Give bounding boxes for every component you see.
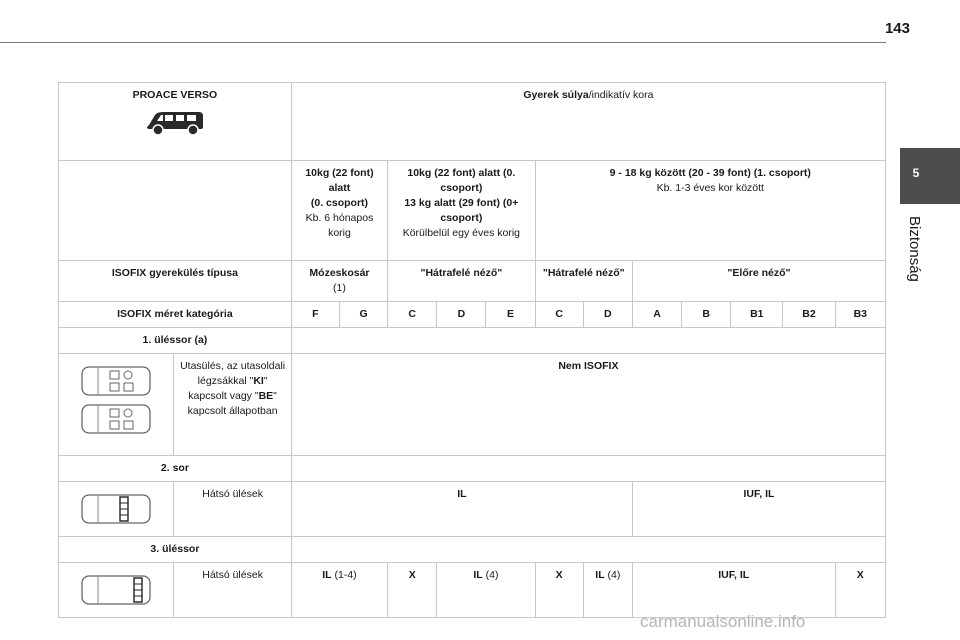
size-cat: D xyxy=(437,302,486,328)
value-note: (1-4) xyxy=(331,569,357,581)
van-icon xyxy=(143,107,207,137)
size-cat: E xyxy=(486,302,535,328)
second-row-description: Hátsó ülések xyxy=(174,482,291,537)
chapter-tab xyxy=(900,148,960,204)
size-cat: D xyxy=(583,302,632,328)
car-top-view-icon xyxy=(80,492,152,526)
section-row-front xyxy=(59,328,886,354)
table-header-row xyxy=(59,83,886,161)
group-0plus-age: Körülbelül egy éves korig xyxy=(402,227,521,239)
isofix-size-label: ISOFIX méret kategória xyxy=(59,302,292,328)
car-top-view-icon xyxy=(80,573,152,607)
third-row-value xyxy=(835,563,885,618)
front-desc-text: " kapcsolt állapotban xyxy=(187,390,278,417)
third-row-diagram-cell xyxy=(59,563,174,618)
isofix-type-bassinet: Mózeskosár xyxy=(309,267,370,279)
second-row xyxy=(59,482,886,537)
third-row-value xyxy=(291,563,387,618)
front-seat-diagram-cell xyxy=(59,354,174,456)
group-0plus-weight: 10kg (22 font) alatt (0. csoport) xyxy=(407,167,516,194)
group-1-weight: 9 - 18 kg között (20 - 39 font) (1. csoport) xyxy=(609,167,811,179)
size-cat: B xyxy=(682,302,731,328)
group-0-age: Kb. 6 hónapos korig xyxy=(305,212,374,239)
isofix-type-col1 xyxy=(291,261,387,302)
watermark: carmanualsonline.info xyxy=(640,612,806,631)
value-bold: IL xyxy=(595,569,605,581)
size-cat: B2 xyxy=(783,302,835,328)
third-row-value xyxy=(437,563,535,618)
section-label-second: 2. sor xyxy=(59,456,292,482)
isofix-type-col3: "Hátrafelé néző" xyxy=(535,261,632,302)
front-seat-description xyxy=(174,354,291,456)
third-row-value xyxy=(583,563,632,618)
third-row-value xyxy=(535,563,583,618)
isofix-type-label: ISOFIX gyerekülés típusa xyxy=(59,261,292,302)
third-row-value xyxy=(632,563,835,618)
group-1-cell xyxy=(535,161,885,261)
isofix-table xyxy=(58,82,886,618)
group-row xyxy=(59,161,886,261)
group-0-class: (0. csoport) xyxy=(310,197,369,209)
value-bold: X xyxy=(408,569,416,581)
size-cat: B1 xyxy=(731,302,783,328)
isofix-type-row xyxy=(59,261,886,302)
front-seat-row xyxy=(59,354,886,456)
size-cat: C xyxy=(388,302,437,328)
chapter-label: Biztonság xyxy=(906,216,923,282)
group-0-cell xyxy=(291,161,387,261)
header-rule xyxy=(0,42,886,43)
front-desc-ki: KI xyxy=(253,375,264,387)
isofix-type-col2: "Hátrafelé néző" xyxy=(388,261,535,302)
value-note: (4) xyxy=(482,569,499,581)
front-seat-value: Nem ISOFIX xyxy=(291,354,885,456)
third-row-value xyxy=(388,563,437,618)
chapter-number: 5 xyxy=(912,166,920,180)
value-note: (4) xyxy=(604,569,621,581)
size-cat: B3 xyxy=(835,302,885,328)
model-name: PROACE VERSO xyxy=(132,89,218,101)
size-cat: C xyxy=(535,302,583,328)
size-cat: A xyxy=(632,302,681,328)
second-row-value-2: IUF, IL xyxy=(632,482,885,537)
isofix-size-row xyxy=(59,302,886,328)
section-row-third xyxy=(59,537,886,563)
third-row-description: Hátsó ülések xyxy=(174,563,291,618)
third-row xyxy=(59,563,886,618)
group-1-age: Kb. 1-3 éves kor között xyxy=(656,182,764,194)
empty-cell xyxy=(59,161,292,261)
weight-heading-rest: /indikatív kora xyxy=(588,89,654,101)
isofix-type-bassinet-note: (1) xyxy=(333,282,346,294)
front-desc-text: " kapcsolt vagy " xyxy=(188,375,268,402)
empty-cell xyxy=(291,537,885,563)
group-0plus-class: 13 kg alatt (29 font) (0+ csoport) xyxy=(404,197,519,224)
front-desc-text: Utasülés, az utasoldali légzsákkal " xyxy=(180,360,286,387)
isofix-type-col4: "Előre néző" xyxy=(632,261,885,302)
size-cat: F xyxy=(291,302,339,328)
front-desc-be: BE xyxy=(258,390,274,402)
section-label-front: 1. üléssor (a) xyxy=(59,328,292,354)
section-row-second xyxy=(59,456,886,482)
group-0plus-cell xyxy=(388,161,535,261)
second-row-value-1: IL xyxy=(291,482,632,537)
page-number: 143 xyxy=(884,20,910,37)
model-cell xyxy=(59,83,292,161)
group-0-weight: 10kg (22 font) alatt xyxy=(305,167,374,194)
empty-cell xyxy=(291,328,885,354)
weight-heading: Gyerek súlya xyxy=(523,89,589,101)
car-top-view-icon xyxy=(80,364,152,398)
empty-cell xyxy=(291,456,885,482)
value-bold: IUF, IL xyxy=(718,569,750,581)
value-bold: X xyxy=(856,569,864,581)
weight-heading-cell xyxy=(291,83,885,161)
size-cat: G xyxy=(339,302,387,328)
chapter-label-box xyxy=(893,210,953,330)
section-label-third: 3. üléssor xyxy=(59,537,292,563)
value-bold: X xyxy=(555,569,563,581)
value-bold: IL xyxy=(473,569,483,581)
second-row-diagram-cell xyxy=(59,482,174,537)
car-top-view-icon xyxy=(80,402,152,436)
value-bold: IL xyxy=(322,569,332,581)
